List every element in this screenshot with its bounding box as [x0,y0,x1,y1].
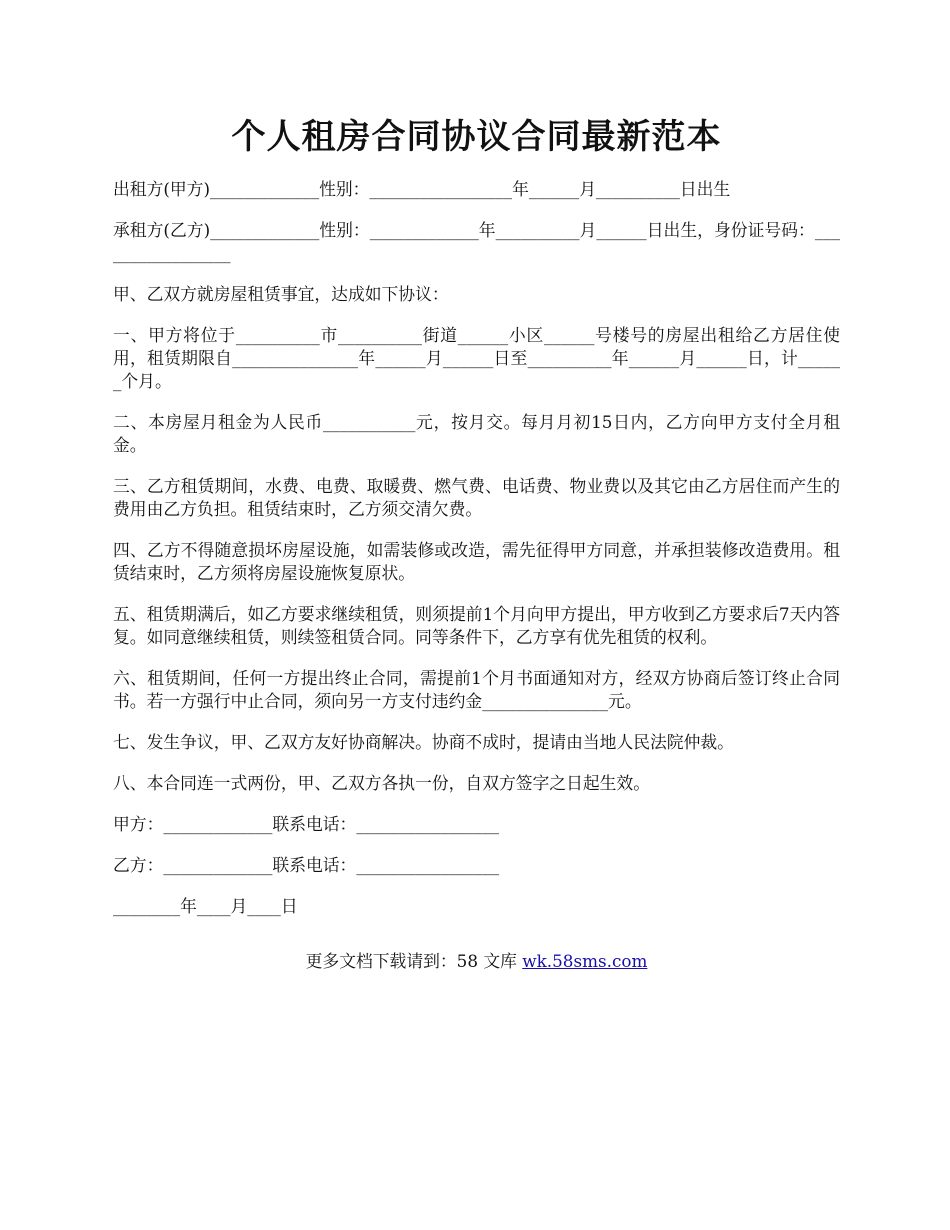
download-footer [113,950,840,973]
document-title: 个人租房合同协议合同最新范本 [231,117,722,157]
lessor-info: 出租方(甲方)_____________性别：_________________年______月__________日出生 [113,179,731,199]
agreement-intro: 甲、乙双方就房屋租赁事宜，达成如下协议： [113,284,449,304]
clause-6: 六、租赁期间，任何一方提出终止合同，需提前1个月书面通知对方，经双方协商后签订终止合同书。若一方强行中止合同，须向另一方支付违约金_______________元。 [113,668,840,711]
document-body [113,178,840,936]
clause-7: 七、发生争议，甲、乙双方友好协商解决。协商不成时，提请由当地人民法院仲裁。 [113,732,734,752]
date-line: ________年____月____日 [113,896,298,916]
clause-5: 五、租赁期满后，如乙方要求继续租赁，则须提前1个月向甲方提出，甲方收到乙方要求后7天内答复。如同意继续租赁，则续签租赁合同。同等条件下，乙方享有优先租赁的权利。 [113,604,840,647]
clause-4: 四、乙方不得随意损坏房屋设施，如需装修或改造，需先征得甲方同意，并承担装修改造费用。租赁结束时，乙方须将房屋设施恢复原状。 [113,540,840,583]
clause-1: 一、甲方将位于__________市__________街道______小区______号楼号的房屋出租给乙方居住使用，租赁期限自_______________年______月______日至__________年______月______日，计______个月。 [113,325,840,391]
clause-2: 二、本房屋月租金为人民币___________元，按月交。每月月初15日内，乙方向甲方支付全月租金。 [113,412,840,455]
clause-3: 三、乙方租赁期间，水费、电费、取暖费、燃气费、电话费、物业费以及其它由乙方居住而产生的费用由乙方负担。租赁结束时，乙方须交清欠费。 [113,476,840,519]
party-a-signature-line: 甲方：_____________联系电话：_________________ [113,814,499,834]
party-b-signature-line: 乙方：_____________联系电话：_________________ [113,855,499,875]
clause-8: 八、本合同连一式两份，甲、乙双方各执一份，自双方签字之日起生效。 [113,773,651,793]
lessee-info: 承租方(乙方)_____________性别：_____________年__________月______日出生，身份证号码：_________________ [113,220,840,263]
footer-link[interactable]: wk.58sms.com [522,951,648,971]
footer-prefix: 更多文档下载请到：58 文库 [305,951,523,971]
